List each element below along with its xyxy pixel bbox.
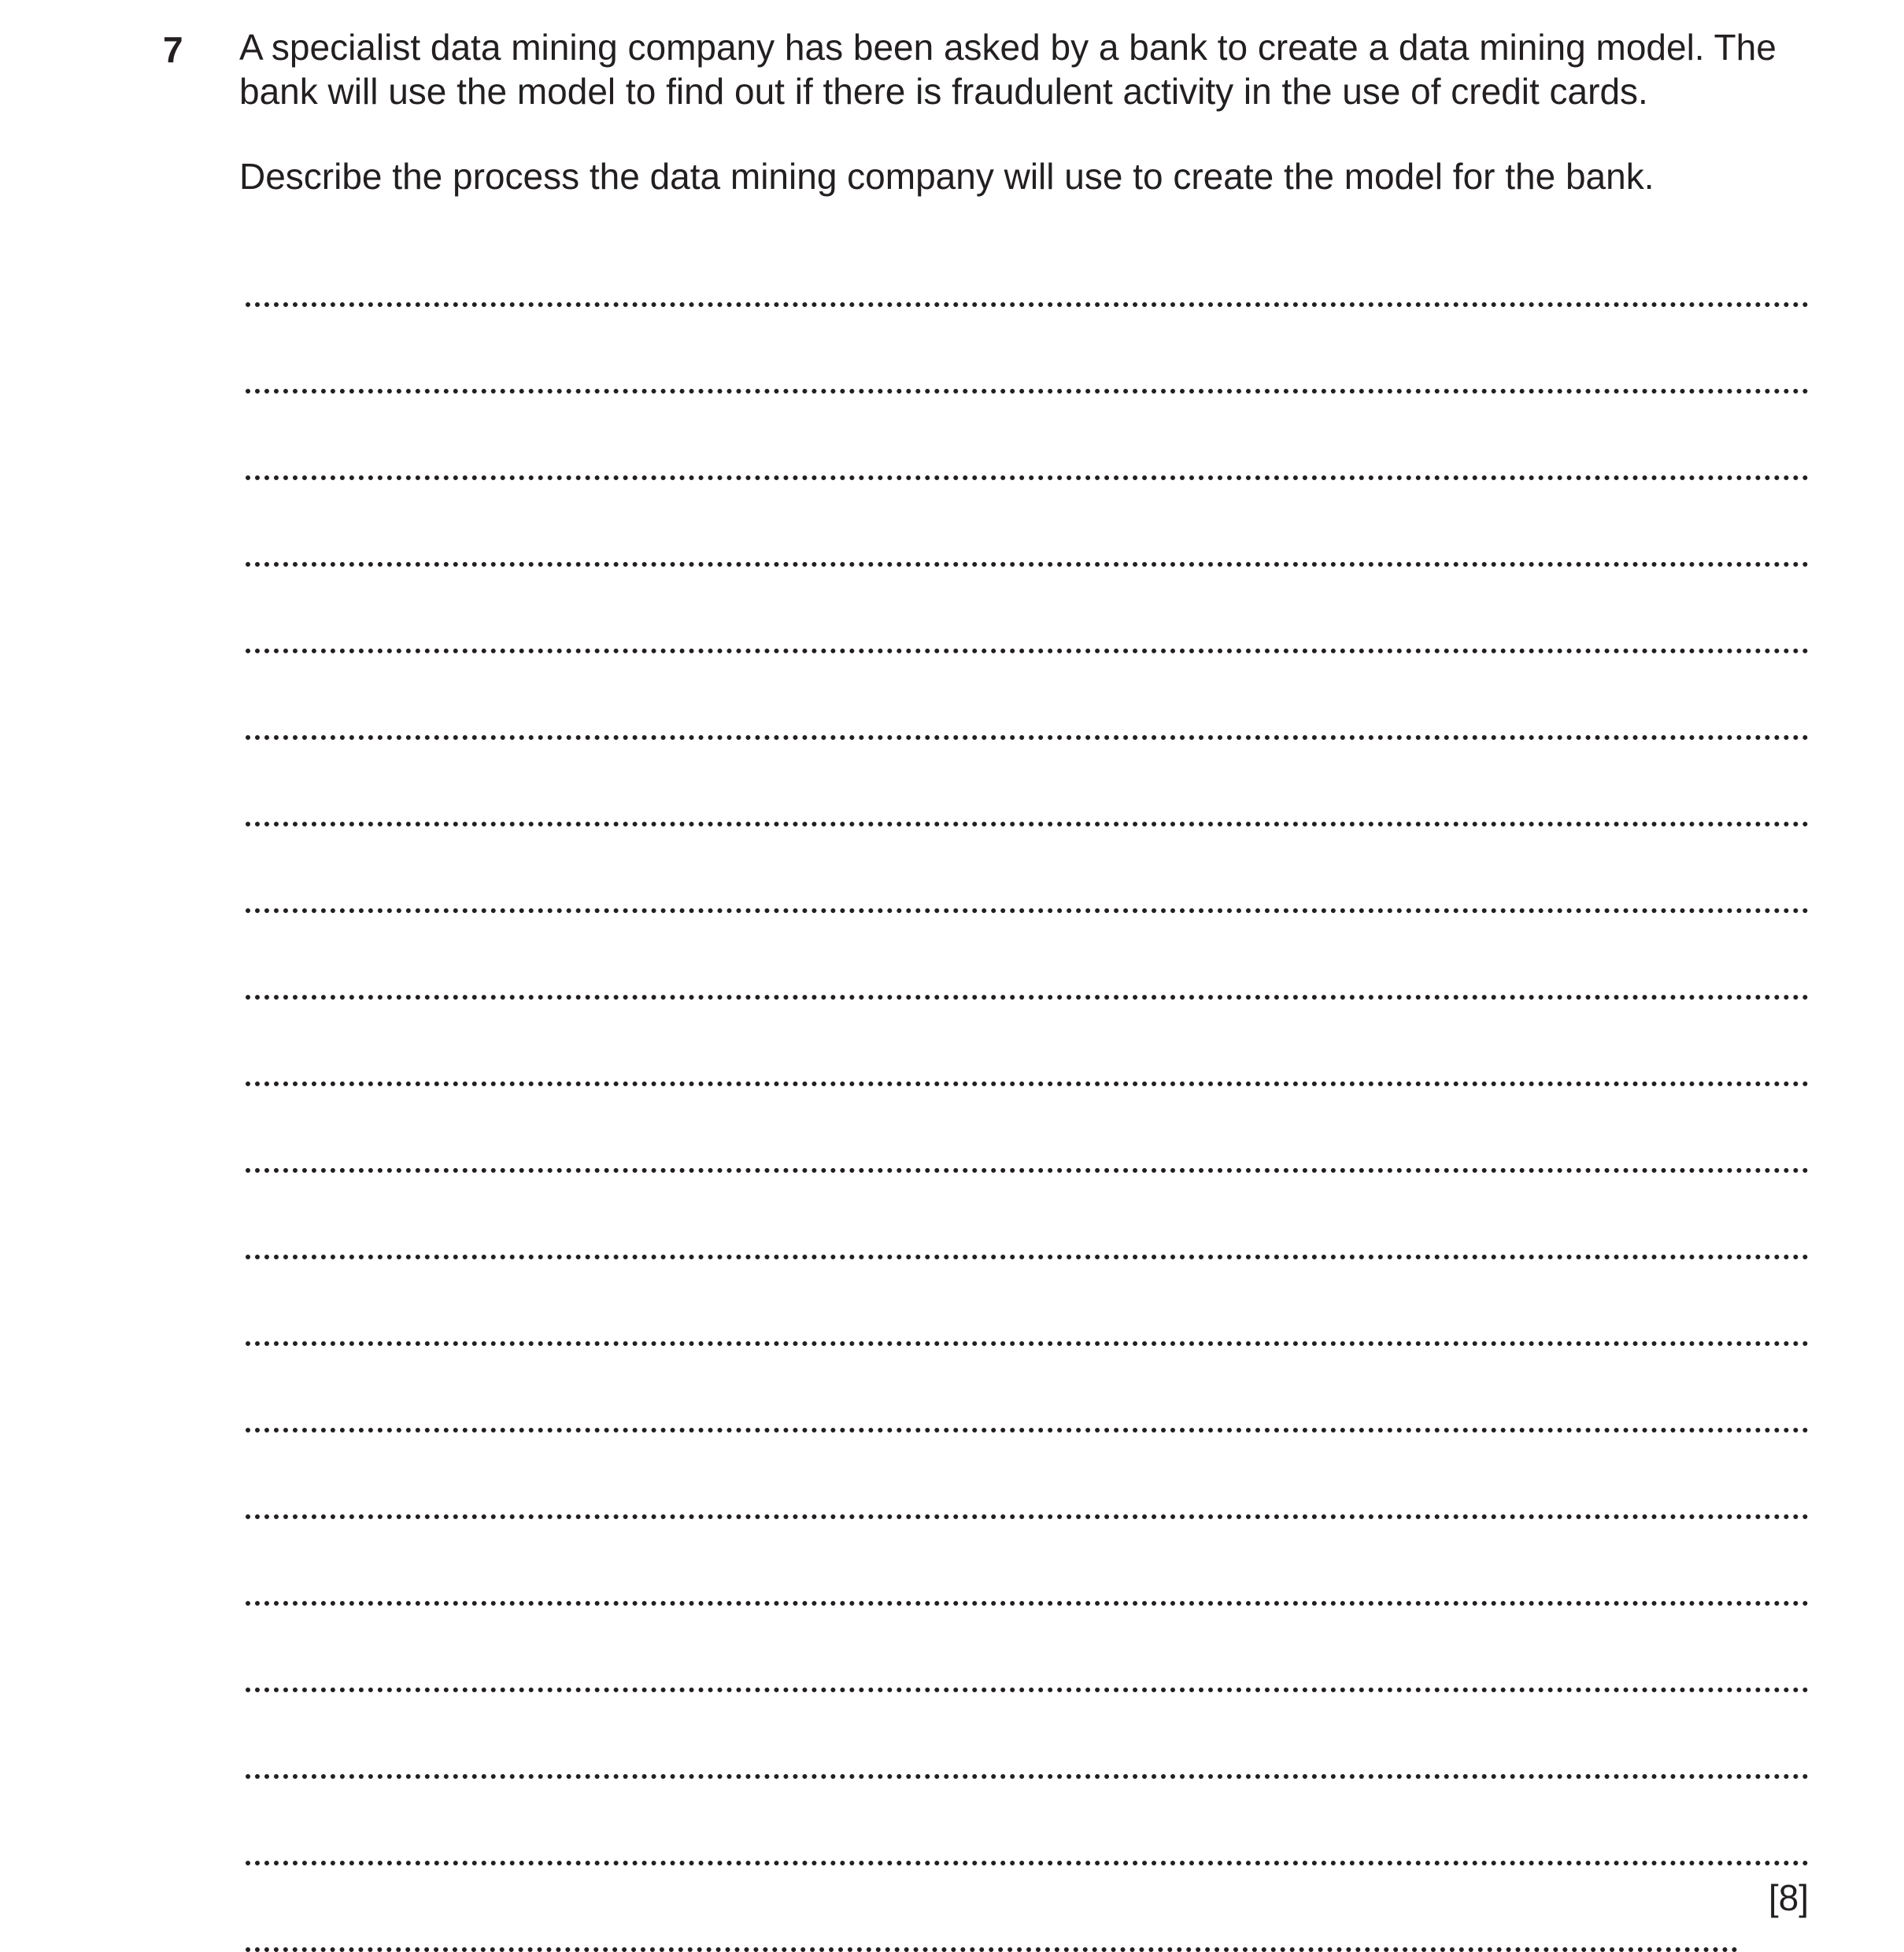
answer-line[interactable] <box>246 1000 1809 1086</box>
question-stem-line: bank will use the model to find out if there is fraudulent activity in the use of credit cards. <box>239 71 1648 112</box>
answer-line[interactable] <box>246 1692 1809 1779</box>
question-instruction: Describe the process the data mining company will use to create the model for the bank. <box>239 156 1654 197</box>
question-body <box>239 25 1813 198</box>
answer-line[interactable] <box>246 307 1809 394</box>
answer-line[interactable] <box>246 480 1809 567</box>
answer-line[interactable] <box>246 1259 1809 1346</box>
answer-line[interactable] <box>246 1086 1809 1173</box>
answer-line[interactable] <box>246 653 1809 740</box>
answer-area[interactable] <box>246 220 1809 1952</box>
question-number: 7 <box>163 29 183 70</box>
question-stem-line: A specialist data mining company has been asked by a bank to create a data mining model. The <box>239 27 1776 68</box>
answer-line[interactable] <box>246 913 1809 1000</box>
answer-line[interactable] <box>246 1346 1809 1433</box>
answer-line[interactable] <box>246 1433 1809 1519</box>
marks-label: [8] <box>1768 1877 1809 1918</box>
answer-line[interactable] <box>246 826 1809 913</box>
answer-line[interactable] <box>246 567 1809 653</box>
answer-line[interactable] <box>246 1779 1809 1865</box>
answer-line[interactable] <box>246 1606 1809 1692</box>
answer-line[interactable] <box>246 1173 1809 1259</box>
answer-line[interactable] <box>246 740 1809 826</box>
answer-line[interactable] <box>246 1519 1809 1606</box>
answer-line[interactable] <box>246 1865 1738 1952</box>
question-stem <box>239 25 1813 113</box>
answer-line[interactable] <box>246 394 1809 480</box>
answer-line[interactable] <box>246 220 1809 307</box>
